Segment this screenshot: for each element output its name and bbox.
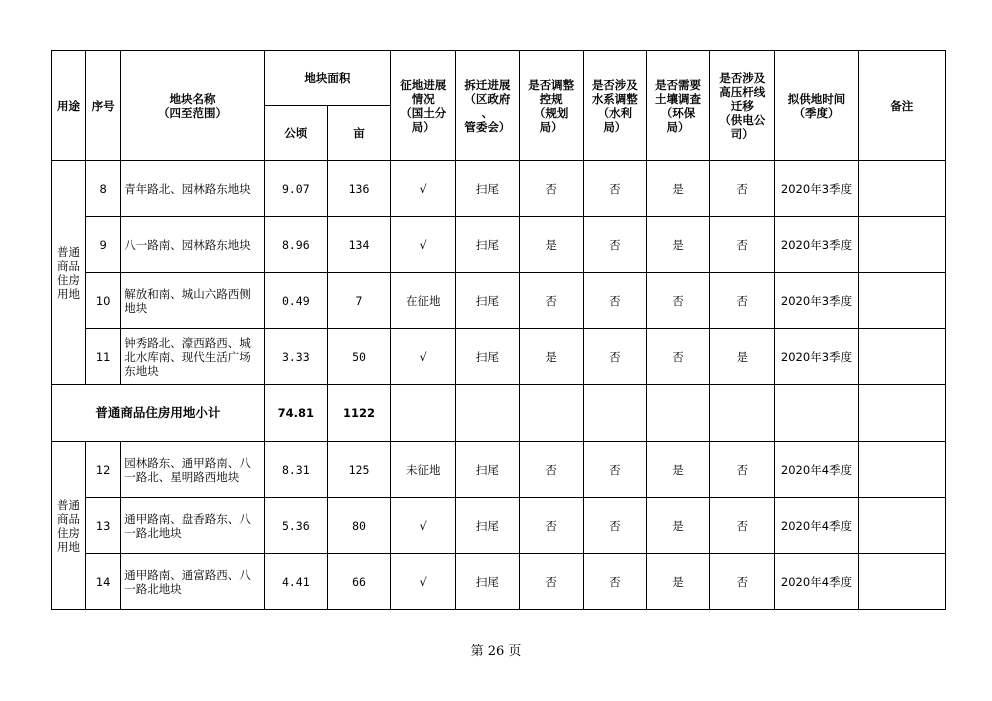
remarks-cell [858,217,945,273]
mu-cell: 125 [327,442,390,498]
demolition-cell: 扫尾 [456,273,519,329]
subtotal-row [52,385,946,442]
header-supply-time: 拟供地时间 （季度） [775,51,858,161]
remarks-cell [858,498,945,554]
seq-cell: 8 [86,161,121,217]
supply-time-cell: 2020年4季度 [775,498,858,554]
soil-survey-cell: 否 [646,273,709,329]
land-acquisition-cell: 未征地 [391,442,456,498]
plan-adjust-cell: 是 [519,217,583,273]
seq-cell: 10 [86,273,121,329]
seq-cell: 11 [86,329,121,385]
water-adjust-cell: 否 [583,554,646,610]
table-row [52,498,946,554]
water-adjust-cell: 否 [583,217,646,273]
supply-time-cell: 2020年4季度 [775,442,858,498]
soil-survey-cell: 是 [646,161,709,217]
parcel-name-cell: 通甲路南、盘香路东、八一路北地块 [121,498,264,554]
supply-time-cell: 2020年3季度 [775,161,858,217]
parcel-name-cell: 八一路南、园林路东地块 [121,217,264,273]
soil-survey-cell: 是 [646,217,709,273]
water-adjust-cell: 否 [583,442,646,498]
table-row [52,329,946,385]
remarks-cell [858,442,945,498]
hectare-cell: 9.07 [264,161,327,217]
land-acquisition-cell: 在征地 [391,273,456,329]
plan-adjust-cell: 否 [519,161,583,217]
demolition-cell: 扫尾 [456,217,519,273]
supply-time-cell: 2020年4季度 [775,554,858,610]
land-acquisition-cell: √ [391,498,456,554]
hectare-cell: 3.33 [264,329,327,385]
plan-adjust-cell: 否 [519,498,583,554]
seq-cell: 9 [86,217,121,273]
demolition-cell: 扫尾 [456,442,519,498]
subtotal-label: 普通商品住房用地小计 [52,385,265,442]
header-hectare: 公顷 [264,106,327,161]
soil-survey-cell: 是 [646,442,709,498]
parcel-name-cell: 青年路北、园林路东地块 [121,161,264,217]
mu-cell: 134 [327,217,390,273]
water-adjust-cell: 否 [583,273,646,329]
parcel-name-cell: 解放和南、城山六路西侧地块 [121,273,264,329]
water-adjust-cell: 否 [583,329,646,385]
header-land-acquisition: 征地进展 情况 （国土分 局） [391,51,456,161]
hectare-cell: 5.36 [264,498,327,554]
land-acquisition-cell: √ [391,554,456,610]
parcel-name-cell: 园林路东、通甲路南、八一路北、星明路西地块 [121,442,264,498]
land-acquisition-cell: √ [391,217,456,273]
supply-time-cell: 2020年3季度 [775,217,858,273]
parcel-name-cell: 钟秀路北、濠西路西、城北水库南、现代生活广场东地块 [121,329,264,385]
land-acquisition-cell: √ [391,329,456,385]
use-cell: 普通 商品 住房 用地 [52,161,86,385]
land-supply-table [51,50,946,610]
subtotal-mu: 1122 [327,385,390,442]
parcel-name-cell: 通甲路南、通富路西、八一路北地块 [121,554,264,610]
subtotal-hectare: 74.81 [264,385,327,442]
table-row [52,217,946,273]
header-name: 地块名称 （四至范围） [121,51,264,161]
power-line-cell: 否 [710,498,775,554]
table-row [52,442,946,498]
table-row [52,161,946,217]
mu-cell: 7 [327,273,390,329]
header-soil-survey: 是否需要 土壤调查 （环保 局） [646,51,709,161]
plan-adjust-cell: 否 [519,554,583,610]
header-remarks: 备注 [858,51,945,161]
hectare-cell: 4.41 [264,554,327,610]
table-row [52,273,946,329]
remarks-cell [858,161,945,217]
page-number: 第 26 页 [470,644,522,659]
header-water-adjust: 是否涉及 水系调整 （水利 局） [583,51,646,161]
water-adjust-cell: 否 [583,498,646,554]
power-line-cell: 否 [710,554,775,610]
remarks-cell [858,554,945,610]
water-adjust-cell: 否 [583,161,646,217]
power-line-cell: 否 [710,442,775,498]
soil-survey-cell: 是 [646,554,709,610]
demolition-cell: 扫尾 [456,498,519,554]
land-acquisition-cell: √ [391,161,456,217]
header-mu: 亩 [327,106,390,161]
table-row [52,554,946,610]
power-line-cell: 否 [710,161,775,217]
hectare-cell: 0.49 [264,273,327,329]
soil-survey-cell: 是 [646,498,709,554]
header-use: 用途 [52,51,86,161]
mu-cell: 50 [327,329,390,385]
demolition-cell: 扫尾 [456,161,519,217]
remarks-cell [858,329,945,385]
header-demolition: 拆迁进展 （区政府 、 管委会） [456,51,519,161]
plan-adjust-cell: 否 [519,442,583,498]
power-line-cell: 是 [710,329,775,385]
demolition-cell: 扫尾 [456,329,519,385]
header-area: 地块面积 [264,51,390,106]
seq-cell: 13 [86,498,121,554]
hectare-cell: 8.96 [264,217,327,273]
power-line-cell: 否 [710,217,775,273]
mu-cell: 136 [327,161,390,217]
supply-time-cell: 2020年3季度 [775,273,858,329]
hectare-cell: 8.31 [264,442,327,498]
header-plan-adjust: 是否调整 控规 （规划 局） [519,51,583,161]
plan-adjust-cell: 是 [519,329,583,385]
header-seq: 序号 [86,51,121,161]
header-power-line: 是否涉及 高压杆线 迁移 （供电公 司） [710,51,775,161]
supply-time-cell: 2020年3季度 [775,329,858,385]
mu-cell: 66 [327,554,390,610]
soil-survey-cell: 否 [646,329,709,385]
mu-cell: 80 [327,498,390,554]
use-cell: 普通 商品 住房 用地 [52,442,86,610]
demolition-cell: 扫尾 [456,554,519,610]
seq-cell: 12 [86,442,121,498]
power-line-cell: 否 [710,273,775,329]
remarks-cell [858,273,945,329]
plan-adjust-cell: 否 [519,273,583,329]
seq-cell: 14 [86,554,121,610]
